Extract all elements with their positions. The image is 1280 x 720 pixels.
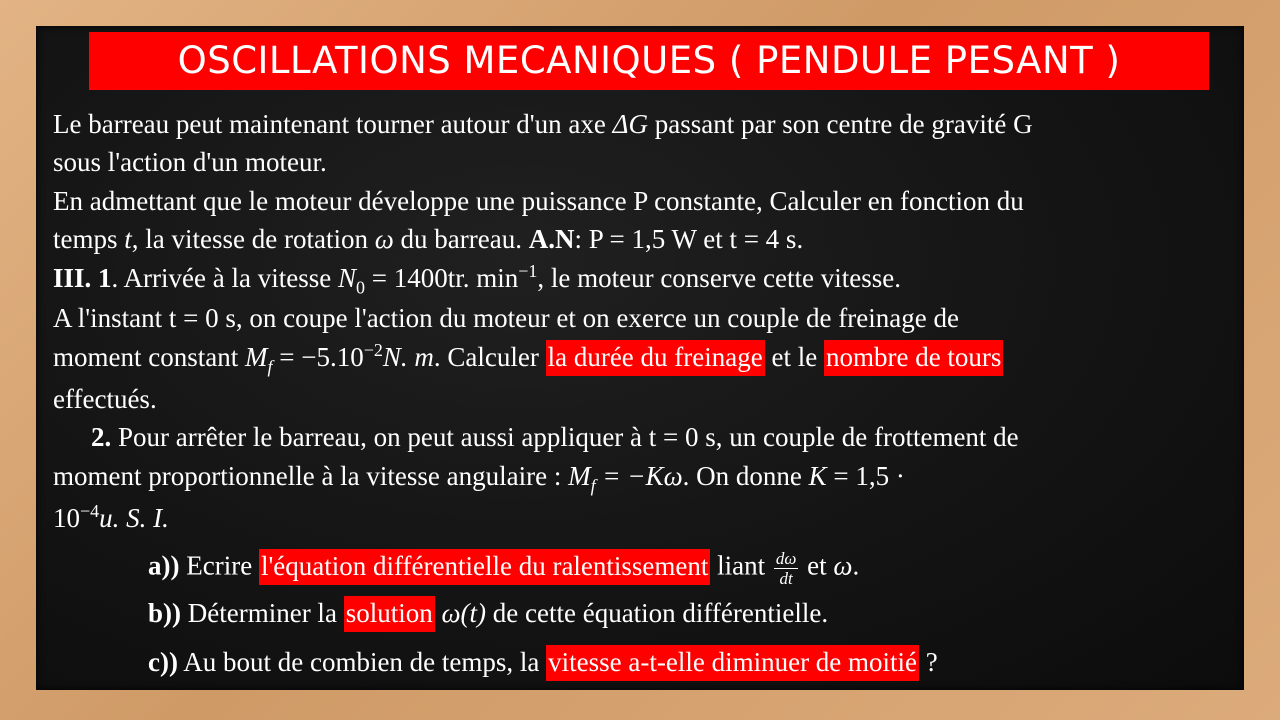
exponent: −1 bbox=[518, 261, 538, 281]
text: . Arrivée à la vitesse bbox=[111, 263, 338, 293]
subscript: f bbox=[590, 475, 596, 496]
text: . On donne bbox=[682, 461, 809, 491]
k-symbol: K bbox=[808, 461, 827, 491]
omega-of-t: ω(t) bbox=[441, 598, 487, 628]
text: En admettant que le moteur développe une puissance P constante, Calculer en fonction du bbox=[53, 186, 1024, 216]
exponent: −2 bbox=[363, 340, 383, 360]
text: sous l'action d'un moteur. bbox=[53, 147, 327, 177]
text: Pour arrêter le barreau, on peut aussi appliquer à t = 0 s, un couple de frottement de bbox=[111, 422, 1019, 452]
text: , la vitesse de rotation bbox=[131, 224, 375, 254]
fraction-domega-dt bbox=[774, 549, 799, 588]
time-symbol: t bbox=[124, 224, 132, 254]
text: moment constant bbox=[53, 342, 245, 372]
highlight-differential-equation: l'équation différentielle du ralentissement bbox=[259, 549, 710, 585]
subscript: 0 bbox=[355, 277, 365, 298]
text: Le barreau peut maintenant tourner autour d'un axe bbox=[53, 109, 613, 139]
exponent: −4 bbox=[80, 501, 100, 521]
text: Déterminer la bbox=[181, 598, 344, 628]
text: = −5.10 bbox=[272, 342, 364, 372]
p2-line1 bbox=[53, 185, 1024, 217]
p5-line2 bbox=[53, 460, 905, 496]
omega-symbol: ω bbox=[374, 224, 394, 254]
p1-line2 bbox=[53, 146, 327, 178]
p1-line1 bbox=[53, 108, 1033, 140]
mf-symbol: M bbox=[568, 461, 591, 491]
question-label: c)) bbox=[148, 647, 178, 677]
text: ? bbox=[919, 647, 938, 677]
fraction-denominator: dt bbox=[779, 569, 793, 588]
mf-symbol: M bbox=[244, 342, 268, 372]
text: Au bout de combien de temps, la bbox=[177, 647, 547, 677]
section-label: 2. bbox=[91, 422, 112, 452]
text: liant bbox=[710, 550, 772, 581]
question-c bbox=[148, 646, 938, 678]
text: . Calculer bbox=[433, 342, 546, 372]
text: = 1,5 · bbox=[826, 461, 905, 491]
fraction-numerator: dω bbox=[775, 549, 797, 568]
unit: N. m bbox=[382, 342, 434, 372]
text: : P = 1,5 W et t = 4 s. bbox=[574, 224, 804, 254]
subscript: f bbox=[267, 356, 273, 377]
unit: u. S. I. bbox=[99, 503, 169, 533]
highlight-number-of-turns: nombre de tours bbox=[824, 340, 1003, 376]
text: de cette équation différentielle. bbox=[486, 598, 829, 628]
text: du barreau. bbox=[393, 224, 529, 254]
p4-line3 bbox=[53, 383, 157, 415]
question-b bbox=[148, 597, 828, 629]
n0-symbol: N bbox=[337, 263, 356, 293]
application-label: A.N bbox=[528, 224, 575, 254]
question-a bbox=[148, 549, 859, 588]
p2-line2 bbox=[53, 223, 803, 255]
text: et le bbox=[764, 342, 824, 372]
text: effectués. bbox=[53, 384, 157, 414]
page-title: OSCILLATIONS MECANIQUES ( PENDULE PESANT ) bbox=[89, 32, 1209, 90]
p5-line1 bbox=[53, 421, 1019, 453]
text: et bbox=[800, 550, 834, 581]
question-label: b)) bbox=[148, 598, 181, 628]
highlight-solution: solution bbox=[344, 596, 435, 632]
section-label: III. 1 bbox=[53, 263, 112, 293]
text: moment proportionnelle à la vitesse angulaire : bbox=[53, 461, 569, 491]
text: Ecrire bbox=[179, 550, 259, 581]
p4-line1 bbox=[53, 302, 959, 334]
text: . bbox=[852, 550, 860, 581]
text: passant par son centre de gravité G bbox=[648, 109, 1033, 139]
highlight-speed-halved: vitesse a-t-elle diminuer de moitié bbox=[546, 645, 919, 681]
highlight-braking-duration: la durée du freinage bbox=[546, 340, 765, 376]
omega-symbol: ω bbox=[833, 550, 853, 581]
text: , le moteur conserve cette vitesse. bbox=[537, 263, 901, 293]
p4-line2 bbox=[53, 340, 1003, 377]
text: temps bbox=[53, 224, 125, 254]
p3-line1 bbox=[53, 261, 901, 298]
formula: = −Kω bbox=[595, 461, 683, 491]
text: 10 bbox=[53, 503, 80, 533]
text: = 1400tr. min bbox=[364, 263, 519, 293]
text: A l'instant t = 0 s, on coupe l'action du moteur et on exerce un couple de freinage de bbox=[53, 303, 959, 333]
question-label: a)) bbox=[148, 550, 180, 581]
axis-symbol: ΔG bbox=[612, 109, 648, 139]
p5-line3 bbox=[53, 502, 169, 534]
